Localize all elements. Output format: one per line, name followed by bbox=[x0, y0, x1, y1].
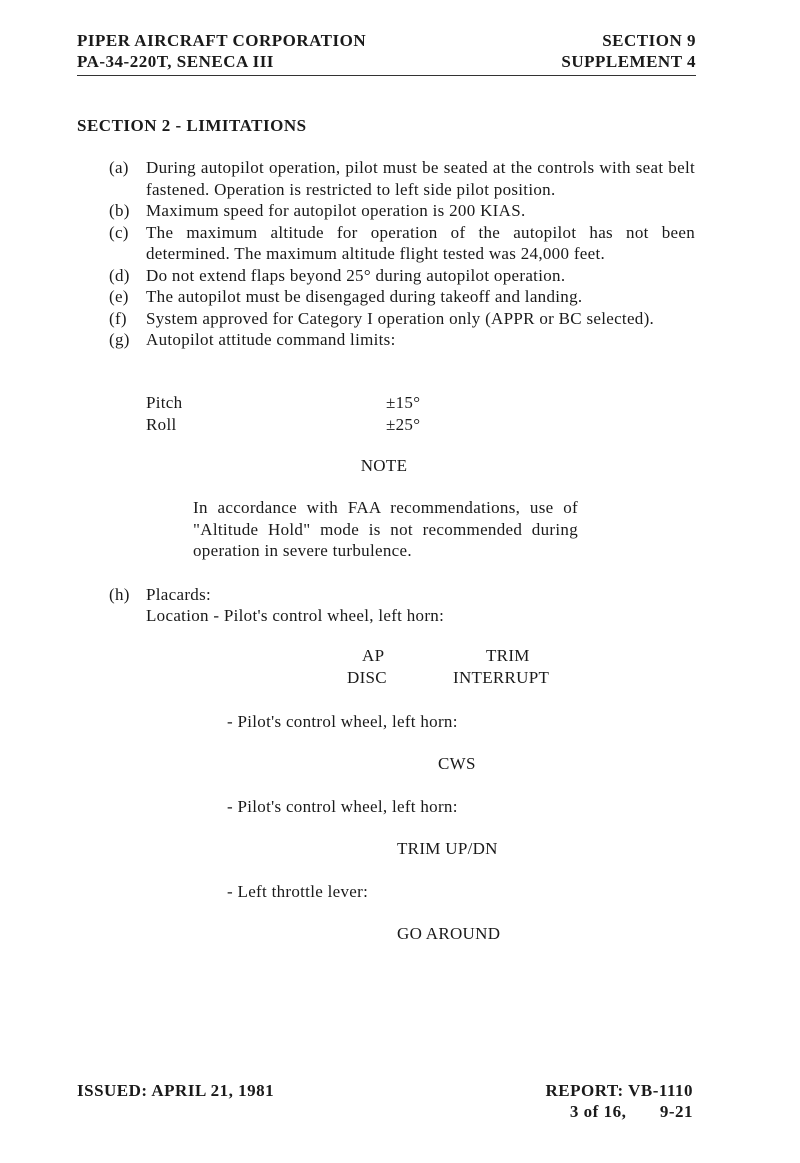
item-text: The autopilot must be disengaged during takeoff and landing. bbox=[146, 287, 583, 306]
attitude-value: ±15° bbox=[386, 393, 421, 412]
list-item bbox=[109, 222, 695, 265]
item-label: (a) bbox=[109, 158, 129, 177]
placard-ap: AP bbox=[362, 646, 385, 665]
attitude-value: ±25° bbox=[386, 414, 421, 434]
placards-title: Placards: bbox=[146, 585, 212, 604]
note-text: In accordance with FAA recommendations, use of "Altitude Hold" mode is not recommended during operation in severe turbulence. bbox=[193, 498, 578, 560]
item-text: System approved for Category I operation only (APPR or BC selected). bbox=[146, 308, 655, 328]
footer-report: REPORT: VB-1110 bbox=[545, 1081, 693, 1100]
placard-location-1: Location - Pilot's control wheel, left horn: bbox=[146, 606, 445, 625]
limitations-list bbox=[109, 157, 695, 351]
item-label: (d) bbox=[109, 265, 130, 285]
footer-page-of: 3 of 16, bbox=[569, 1102, 627, 1121]
placard-disc: DISC bbox=[347, 668, 387, 687]
item-label: (c) bbox=[109, 222, 129, 242]
item-text: Do not extend flaps beyond 25° during autopilot operation. bbox=[146, 265, 566, 285]
item-label: (h) bbox=[109, 585, 130, 604]
attitude-axis: Pitch bbox=[146, 393, 183, 412]
item-label: (b) bbox=[109, 201, 130, 220]
note-title: NOTE bbox=[360, 456, 408, 475]
placard-cws: CWS bbox=[438, 754, 476, 773]
item-text: The maximum altitude for operation of the autopilot has not been determined. The maximum altitude flight tested was 24,000 feet. bbox=[146, 222, 695, 263]
list-item bbox=[109, 308, 695, 330]
placard-trim-updn: TRIM UP/DN bbox=[397, 839, 498, 858]
footer-issued: ISSUED: APRIL 21, 1981 bbox=[77, 1081, 275, 1100]
header-left bbox=[77, 30, 366, 72]
header-right bbox=[561, 30, 696, 72]
attitude-row-roll bbox=[146, 414, 446, 436]
attitude-limits bbox=[146, 392, 446, 435]
list-item bbox=[109, 329, 695, 351]
header-divider bbox=[77, 75, 696, 76]
section-title: SECTION 2 - LIMITATIONS bbox=[77, 116, 307, 135]
header-company: PIPER AIRCRAFT CORPORATION bbox=[77, 31, 367, 50]
placard-location-4: - Left throttle lever: bbox=[227, 882, 369, 901]
header-supplement: SUPPLEMENT 4 bbox=[561, 52, 696, 71]
footer-page-number: 9-21 bbox=[659, 1102, 693, 1121]
header-section: SECTION 9 bbox=[602, 31, 696, 50]
list-item bbox=[109, 157, 695, 200]
placard-go-around: GO AROUND bbox=[397, 924, 501, 943]
item-text: Maximum speed for autopilot operation is 200 KIAS. bbox=[146, 201, 526, 220]
item-text: Autopilot attitude command limits: bbox=[146, 330, 396, 349]
placard-location-2: - Pilot's control wheel, left horn: bbox=[227, 712, 458, 731]
placards-heading bbox=[109, 584, 211, 606]
placard-location-3: - Pilot's control wheel, left horn: bbox=[227, 797, 458, 816]
item-text: During autopilot operation, pilot must be seated at the controls with seat belt fastened. Operation is restricted to left side pilot position. bbox=[146, 158, 695, 199]
item-label: (g) bbox=[109, 330, 130, 349]
footer-page bbox=[570, 1101, 693, 1122]
list-item bbox=[109, 265, 695, 287]
list-item bbox=[109, 286, 695, 308]
list-item bbox=[109, 200, 695, 222]
placard-interrupt: INTERRUPT bbox=[453, 668, 550, 687]
attitude-axis: Roll bbox=[146, 414, 177, 434]
attitude-row-pitch bbox=[146, 392, 446, 414]
placard-trim: TRIM bbox=[486, 646, 530, 665]
item-label: (e) bbox=[109, 287, 129, 306]
item-label: (f) bbox=[109, 308, 127, 328]
header-model: PA-34-220T, SENECA III bbox=[77, 52, 274, 71]
